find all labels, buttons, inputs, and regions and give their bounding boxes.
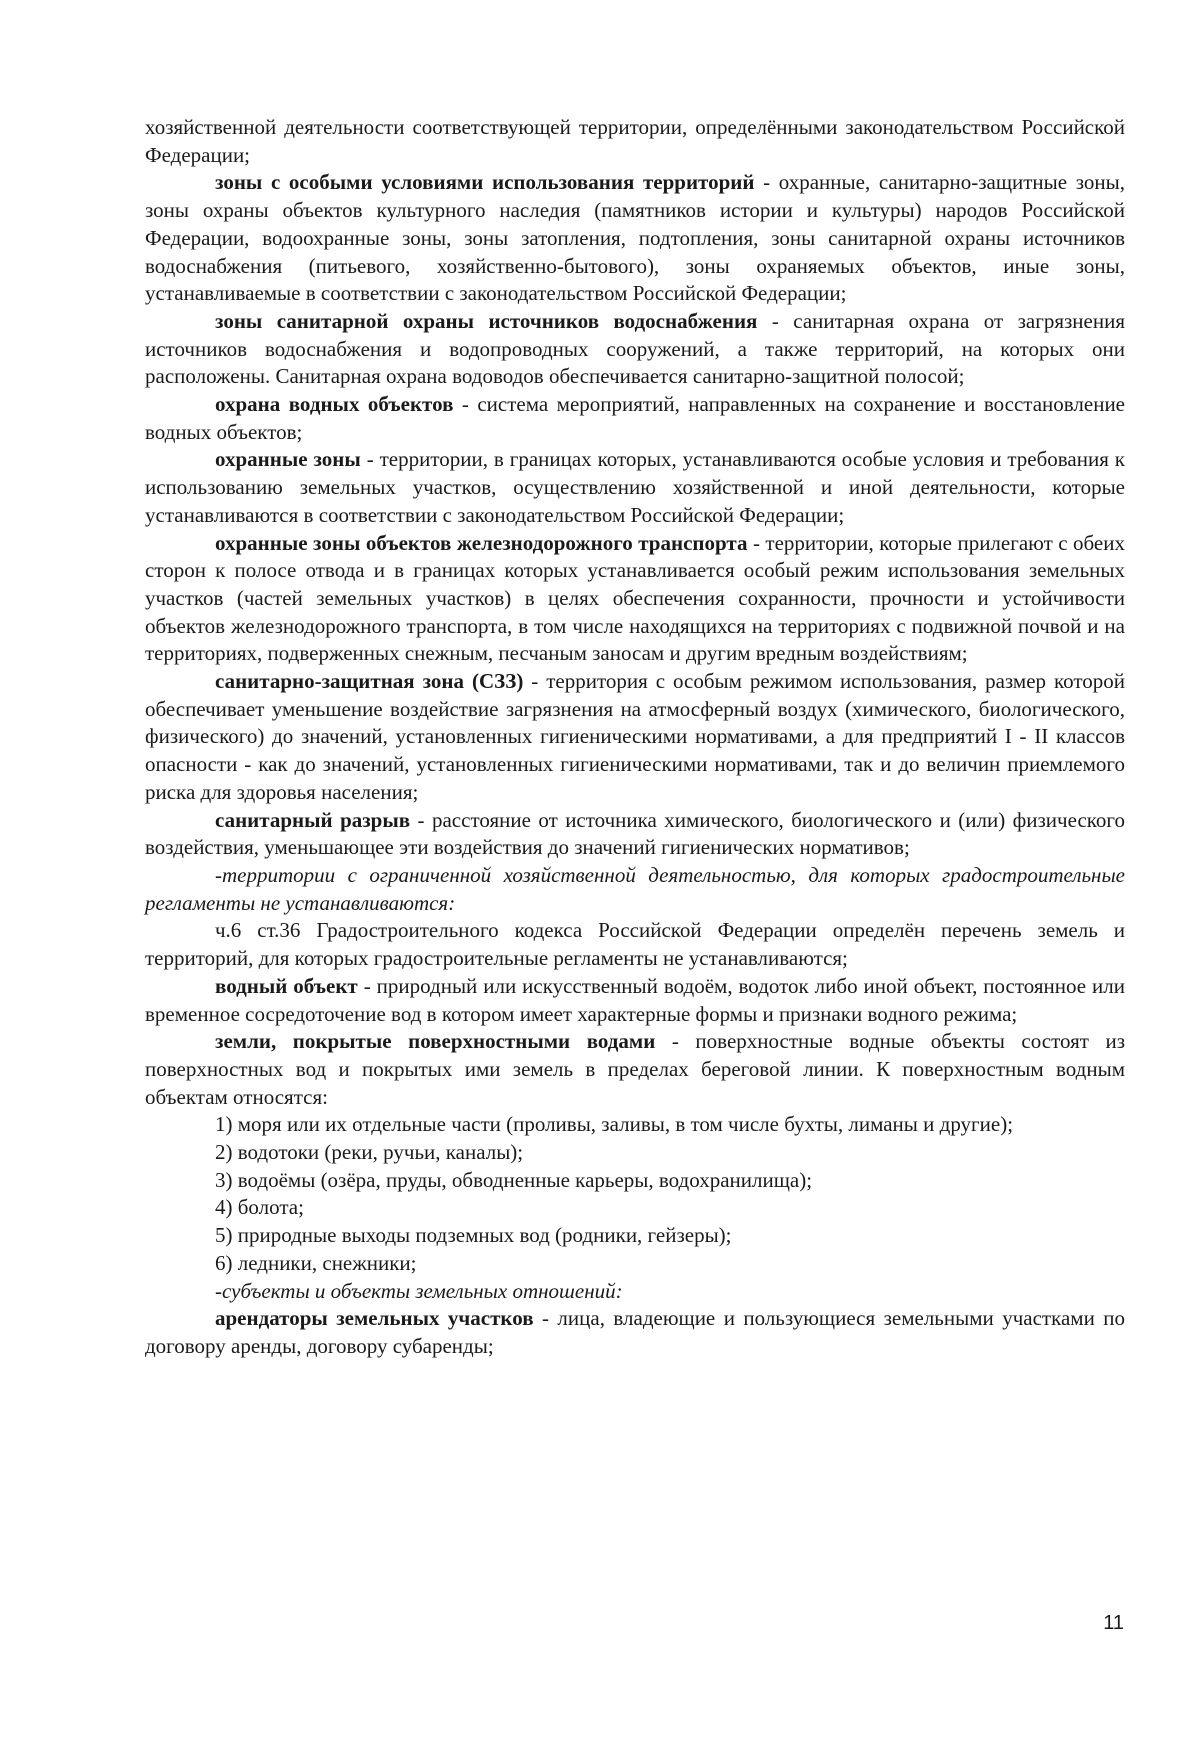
definition-paragraph (145, 807, 1125, 862)
list-item: 3) водоёмы (озёра, пруды, обводненные карьеры, водохранилища); (215, 1167, 813, 1192)
definition-text: - санитарная охрана от загрязнения источников водоснабжения и водопроводных сооружений, а также территорий, на которых они расположены. Санитарная охрана водоводов обеспечивается санитарно-защитной полосой; (145, 308, 1125, 389)
list-item: 1) моря или их отдельные части (проливы, заливы, в том числе бухты, лиманы и другие); (215, 1112, 1014, 1137)
definition-paragraph (145, 391, 1125, 446)
definition-paragraph (145, 530, 1125, 669)
definition-paragraph (145, 169, 1125, 308)
list-item: 4) болота; (215, 1195, 304, 1220)
definition-text: - поверхностные водные объекты состоят из поверхностных вод и покрытых ими земель в пределах береговой линии. К поверхностным водным объектам относятся: (145, 1029, 1125, 1109)
paragraph-text: ч.6 ст.36 Градостроительного кодекса Российской Федерации определён перечень земель и территорий, для которых градостроительные регламенты не устанавливаются; (145, 918, 1125, 971)
definition-term: охрана водных объектов (215, 392, 454, 417)
definition-term: водный объект (215, 973, 358, 998)
list-item: 6) ледники, снежники; (215, 1250, 417, 1275)
definition-paragraph (145, 973, 1125, 1028)
definition-paragraph (145, 446, 1125, 529)
definition-text: - природный или искусственный водоём, водоток либо иной объект, постоянное или временное сосредоточение вод в котором имеет характерные формы и признаки водного режима; (145, 973, 1125, 1026)
definition-text: - система мероприятий, направленных на сохранение и восстановление водных объектов; (145, 392, 1126, 444)
list-item: 5) природные выходы подземных вод (родники, гейзеры); (215, 1223, 732, 1248)
paragraph-continuation (145, 114, 1125, 169)
definition-term: санитарный разрыв (215, 807, 411, 832)
definition-paragraph (145, 1305, 1125, 1360)
definition-term: земли, покрытые поверхностными водами (215, 1029, 656, 1054)
paragraph-text: хозяйственной деятельности соответствующей территории, определёнными законодательством Российской Федерации; (145, 115, 1125, 167)
page-content (145, 114, 1125, 1361)
body-paragraph (145, 917, 1125, 972)
definition-paragraph (145, 308, 1125, 391)
definition-term: охранные зоны объектов железнодорожного транспорта (215, 530, 748, 555)
definition-term: санитарно-защитная зона (СЗЗ) (215, 669, 524, 694)
section-heading: -субъекты и объекты земельных отношений: (215, 1278, 623, 1303)
list-item: 2) водотоки (реки, ручьи, каналы); (215, 1140, 524, 1165)
definition-text: - территория с особым режимом использования, размер которой обеспечивает уменьшение воздействие загрязнения на атмосферный воздух (химического, биологического, физического) до значений, установленных гигиеническими нормативами, а для предприятий I - II классов опасности - как до значений, установленных гигиеническими нормативами, так и до величин приемлемого риска для здоровья населения; (145, 669, 1125, 804)
section-heading: -территории с ограниченной хозяйственной деятельностью, для которых градостроительные регламенты не устанавливаются: (145, 862, 1125, 915)
definition-text: - лица, владеющие и пользующиеся земельными участками по договору аренды, договору субаренды; (145, 1306, 1125, 1358)
definition-term: зоны санитарной охраны источников водоснабжения (215, 308, 758, 333)
definition-text: - расстояние от источника химического, биологического и (или) физического воздействия, уменьшающее эти воздействия до значений гигиенических нормативов; (145, 807, 1125, 860)
definition-term: охранные зоны (215, 447, 361, 472)
definition-text: - территории, в границах которых, устанавливаются особые условия и требования к использованию земельных участков, осуществлению хозяйственной и иной деятельности, которые устанавливаются в соответствии с законодательством Российской Федерации; (145, 447, 1125, 527)
page-number: 11 (1103, 1612, 1124, 1634)
definition-term: зоны с особыми условиями использования территорий (215, 170, 755, 195)
definition-text: - территории, которые прилегают с обеих сторон к полосе отвода и в границах которых устанавливается особый режим использования земельных участков (частей земельных участков) в целях обеспечения сохранности, прочности и устойчивости объектов железнодорожного транспорта, в том числе находящихся на территориях с подвижной почвой и на территориях, подверженных снежным, песчаным заносам и другим вредным воздействиям; (145, 530, 1125, 666)
definition-paragraph (145, 1028, 1125, 1111)
definition-text: - охранные, санитарно-защитные зоны, зоны охраны объектов культурного наследия (памятников истории и культуры) народов Российской Федерации, водоохранные зоны, зоны затопления, подтопления, зоны санитарной охраны источников водоснабжения (питьевого, хозяйственно-бытового), зоны охраняемых объектов, иные зоны, устанавливаемые в соответствии с законодательством Российской Федерации; (145, 170, 1126, 306)
definition-term: арендаторы земельных участков (215, 1306, 534, 1331)
definition-paragraph (145, 668, 1125, 807)
